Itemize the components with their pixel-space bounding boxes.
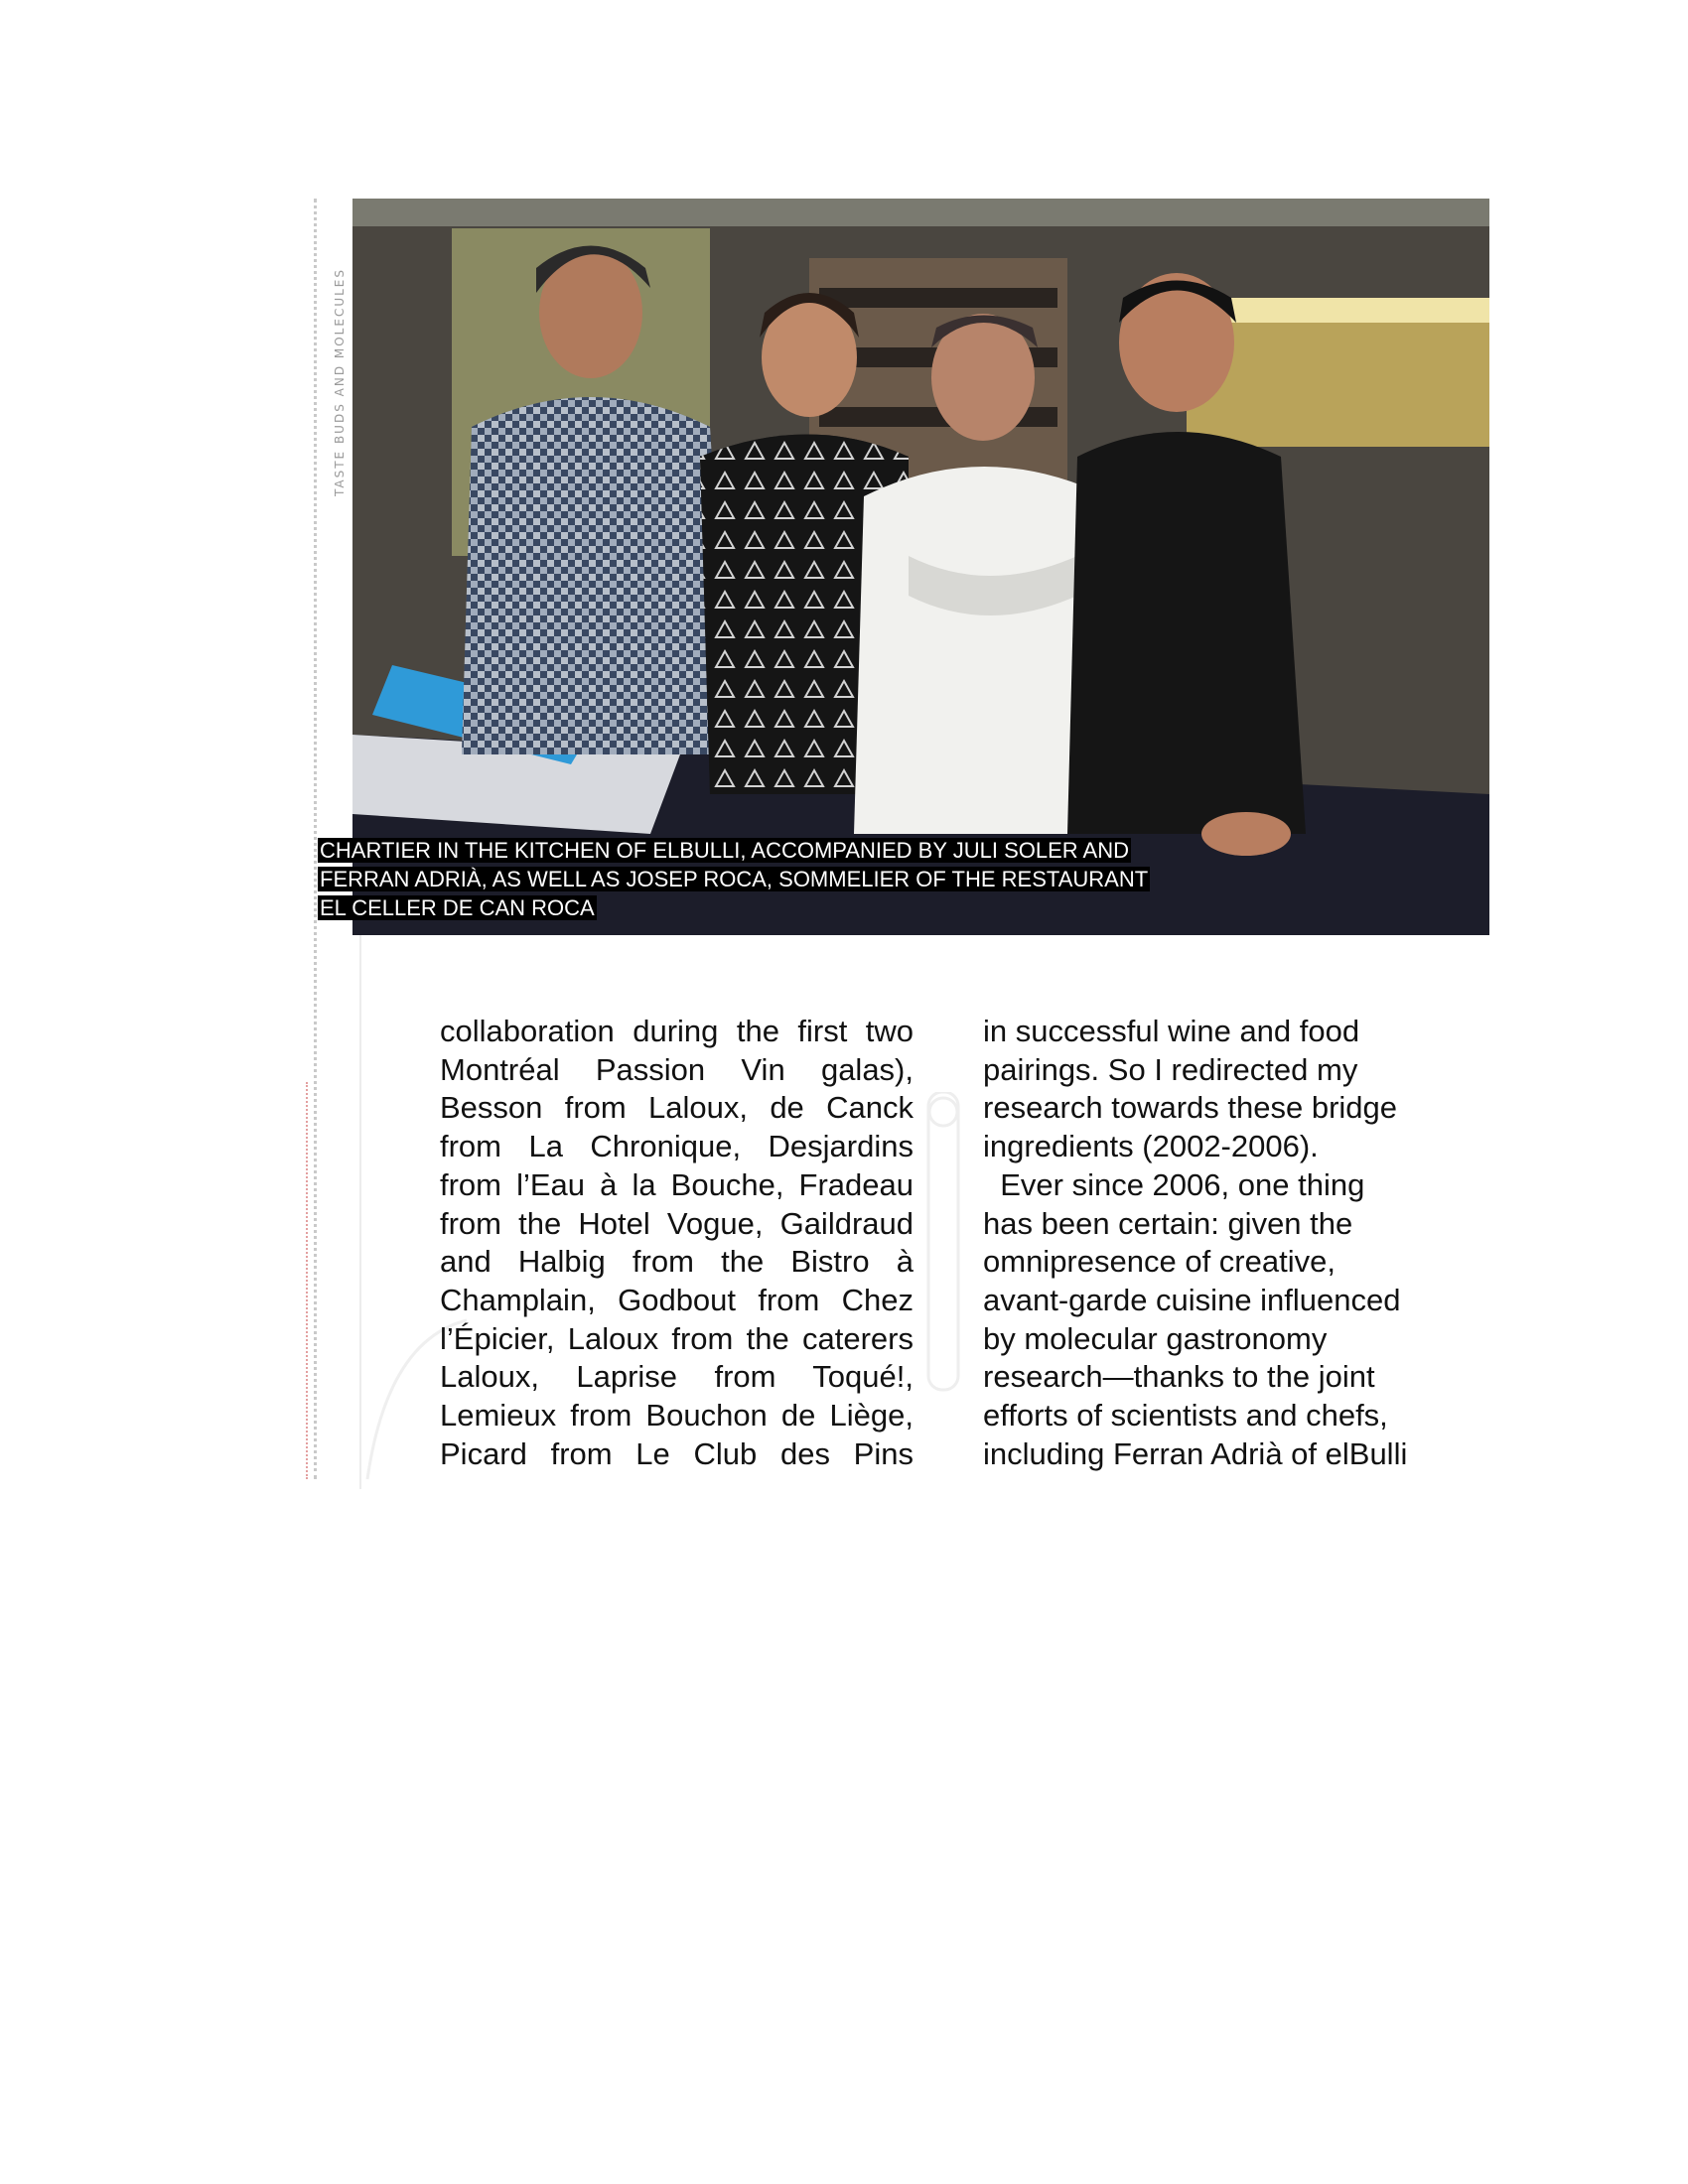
margin-red-rule [306,1082,308,1479]
margin-dotted-rule [314,199,317,1479]
text-line: pairings. So I redirected my [983,1051,1358,1087]
group-photo [352,199,1489,935]
text-line: Champlain, Godbout from Chez [440,1282,914,1317]
text-line: avant-garde cuisine influenced [983,1282,1401,1317]
text-line: including Ferran Adrià of elBulli [983,1435,1408,1471]
text-line: research—thanks to the joint [983,1359,1375,1395]
text-line: has been certain: given the [983,1205,1353,1241]
text-line: Laloux, Laprise from Toqué!, [440,1359,914,1395]
caption-line: EL CELLER DE CAN ROCA [320,895,595,920]
text-line: and Halbig from the Bistro à [440,1244,914,1280]
text-line: collaboration during the first two [440,1014,914,1048]
text-line: research towards these bridge [983,1090,1398,1126]
text-line: omnipresence of creative, [983,1244,1336,1280]
text-line: Lemieux from Bouchon de Liège, [440,1398,914,1433]
text-line: in successful wine and food [983,1014,1360,1048]
photo-illustration [352,199,1489,935]
text-line: by molecular gastronomy [983,1320,1328,1356]
text-line: from l’Eau à la Bouche, Fradeau [440,1166,914,1202]
text-line: l’Épicier, Laloux from the caterers [440,1320,914,1356]
body-text-right-column [983,1013,1450,1473]
text-line: Picard from Le Club des Pins [440,1435,914,1471]
text-line: Montréal Passion Vin galas), [440,1051,914,1087]
text-line: efforts of scientists and chefs, [983,1398,1388,1433]
body-text-left-column [440,1013,914,1473]
running-head-text: TASTE BUDS AND MOLECULES [333,268,347,496]
caption-line: FERRAN ADRIÀ, AS WELL AS JOSEP ROCA, SOMMELIER OF THE RESTAURANT [320,867,1149,891]
text-line: Besson from Laloux, de Canck [440,1090,914,1126]
caption-line: CHARTIER IN THE KITCHEN OF ELBULLI, ACCOMPANIED BY JULI SOLER AND [320,838,1130,863]
text-line: from the Hotel Vogue, Gaildraud [440,1205,914,1241]
text-line: from La Chronique, Desjardins [440,1129,914,1164]
text-line: ingredients (2002-2006). [983,1129,1319,1164]
photo-caption [318,836,1271,922]
text-line: Ever since 2006, one thing [983,1166,1365,1202]
